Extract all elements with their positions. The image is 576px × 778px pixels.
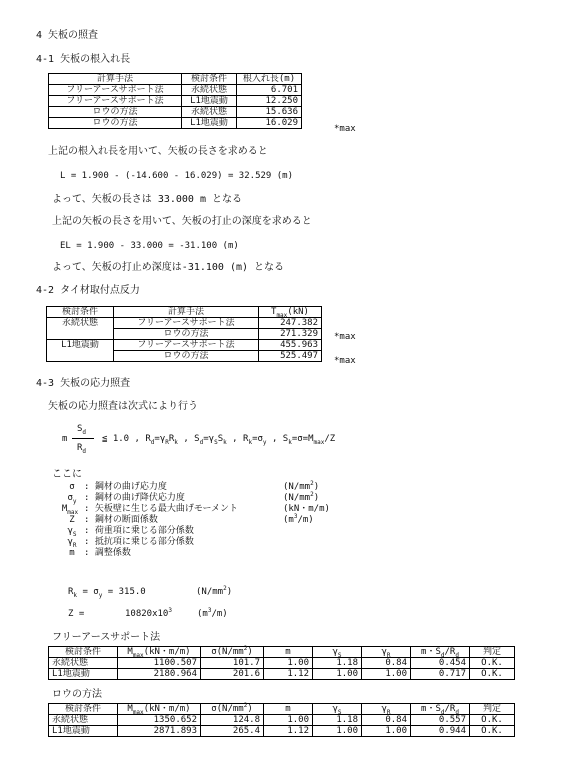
res-cell: 1350.652 — [118, 715, 201, 726]
eq-m: m — [62, 434, 68, 444]
res-header-judge: 判定 — [470, 647, 515, 658]
res-cell: 0.84 — [362, 658, 411, 669]
def-z-unit: $(m^3/m)$ — [283, 513, 314, 525]
tie-cell: 455.963 — [259, 340, 322, 351]
def-sigma-y: $\sigma_y$ : 鋼材の曲げ降伏応力度 — [67, 493, 185, 505]
embed-header-length: 根入れ長(m) — [237, 74, 302, 85]
res-header-gamma-r: $\gamma_R$ — [362, 704, 411, 715]
section-4-2-heading: 4-2 タイ材取付点反力 — [36, 285, 140, 296]
def-sigma-unit: $(N/mm^2)$ — [283, 480, 320, 492]
res-cell: O.K. — [470, 715, 515, 726]
table-row — [49, 726, 515, 737]
res-cell: 1100.507 — [118, 658, 201, 669]
tie-cell — [47, 351, 114, 362]
embed-cell: 16.029 — [237, 118, 302, 129]
res-cell: O.K. — [470, 658, 515, 669]
res-cell: 1.12 — [264, 669, 313, 680]
calc-line-1: 上記の根入れ長を用いて、矢板の長さを求めると — [48, 146, 268, 157]
embed-cell: 6.701 — [237, 85, 302, 96]
tie-cell: フリーアースサポート法 — [114, 318, 259, 329]
stress-intro: 矢板の応力照査は次式により行う — [48, 401, 198, 412]
res-cell: 1.00 — [313, 669, 362, 680]
res-cell: 101.7 — [201, 658, 264, 669]
calc-eq-2: EL = 1.900 - 33.000 = -31.100 (m) — [60, 241, 239, 251]
embed-cell: L1地震動 — [182, 96, 237, 107]
res-header-ratio: m・$S_d/R_d$ — [411, 647, 470, 658]
res-cell: 0.84 — [362, 715, 411, 726]
calc-line-2: よって、矢板の長さは 33.000 m となる — [52, 194, 243, 205]
rk-equation: $R_k = \sigma_y = 315.0$ — [68, 587, 146, 599]
res-header-condition: 検討条件 — [49, 647, 118, 658]
embed-max-mark: *max — [334, 124, 356, 134]
tie-header-t: $T_{max}(kN)$ — [259, 307, 322, 318]
def-gamma-r: $\gamma_R$ : 抵抗項に乗じる部分係数 — [67, 537, 194, 549]
eq-denominator: $R_d$ — [77, 443, 87, 455]
table-row — [47, 329, 322, 340]
embed-cell: 永続状態 — [182, 107, 237, 118]
res-cell: 1.00 — [313, 726, 362, 737]
tie-cell: フリーアースサポート法 — [114, 340, 259, 351]
embed-cell: 12.250 — [237, 96, 302, 107]
calc-line-3: 上記の矢板の長さを用いて、矢板の打止の深度を求めると — [52, 216, 312, 227]
res-cell: 124.8 — [201, 715, 264, 726]
embed-cell: L1地震動 — [182, 118, 237, 129]
res-header-gamma-s: $\gamma_S$ — [313, 704, 362, 715]
res-cell: 1.18 — [313, 658, 362, 669]
def-sigma-y-unit: $(N/mm^2)$ — [283, 491, 320, 503]
res-cell: 201.6 — [201, 669, 264, 680]
res-cell: 265.4 — [201, 726, 264, 737]
table-row — [49, 715, 515, 726]
def-sigma: σ : 鋼材の曲げ応力度 — [69, 482, 167, 492]
res-cell: 1.00 — [264, 715, 313, 726]
rowe-result-table — [48, 703, 515, 737]
tie-max-mark-1: *max — [334, 332, 356, 342]
koko-label: ここに — [52, 469, 82, 480]
z-unit: $(m^3/m)$ — [197, 607, 228, 619]
rk-unit: $(N/mm^2)$ — [196, 585, 233, 597]
res-cell: 0.717 — [411, 669, 470, 680]
def-m: m : 調整係数 — [69, 548, 131, 558]
res-cell: 永続状態 — [49, 658, 118, 669]
res-header-gamma-s: $\gamma_S$ — [313, 647, 362, 658]
res-cell: L1地震動 — [49, 669, 118, 680]
z-value: $10820x10^3$ — [125, 607, 172, 619]
res-cell: 2180.964 — [118, 669, 201, 680]
section-4-heading: 4 矢板の照査 — [36, 30, 99, 41]
tie-header-method: 計算手法 — [114, 307, 259, 318]
res-cell: 1.12 — [264, 726, 313, 737]
table-row — [49, 118, 302, 129]
res-cell: O.K. — [470, 726, 515, 737]
embed-header-method: 計算手法 — [49, 74, 182, 85]
table-row — [49, 85, 302, 96]
tie-cell: 525.497 — [259, 351, 322, 362]
res-header-judge: 判定 — [470, 704, 515, 715]
tie-cell: 271.329 — [259, 329, 322, 340]
table-row — [47, 318, 322, 329]
res-header-condition: 検討条件 — [49, 704, 118, 715]
calc-eq-1: L = 1.900 - (-14.600 - 16.029) = 32.529 (m) — [60, 171, 293, 181]
tie-reaction-table — [46, 306, 322, 362]
embed-cell: ロウの方法 — [49, 118, 182, 129]
section-4-1-heading: 4-1 矢板の根入れ長 — [36, 54, 131, 65]
res-header-m: m — [264, 647, 313, 658]
embed-length-table — [48, 73, 302, 129]
embed-cell: ロウの方法 — [49, 107, 182, 118]
tie-cell: 247.382 — [259, 318, 322, 329]
res-header-mmax: $M_{max}(kN$・m/m) — [118, 647, 201, 658]
res-cell: 1.00 — [362, 669, 411, 680]
rowe-title: ロウの方法 — [52, 689, 102, 700]
table-row — [49, 658, 515, 669]
def-z: Z : 鋼材の断面係数 — [69, 515, 158, 525]
res-cell: L1地震動 — [49, 726, 118, 737]
embed-header-condition: 検討条件 — [182, 74, 237, 85]
res-cell: 1.00 — [264, 658, 313, 669]
eq-numerator: $S_d$ — [77, 424, 87, 436]
embed-cell: 15.636 — [237, 107, 302, 118]
free-earth-result-table — [48, 646, 515, 680]
def-mmax-unit: (kN・m/m) — [283, 504, 330, 514]
res-cell: 0.454 — [411, 658, 470, 669]
embed-cell: 永続状態 — [182, 85, 237, 96]
tie-cell: 永続状態 — [47, 318, 114, 329]
res-cell: 1.18 — [313, 715, 362, 726]
eq-fraction-bar — [72, 438, 94, 439]
res-cell: 0.557 — [411, 715, 470, 726]
def-gamma-s: $\gamma_S$ : 荷重項に乗じる部分係数 — [67, 526, 194, 538]
table-row — [49, 107, 302, 118]
tie-header-condition: 検討条件 — [47, 307, 114, 318]
tie-cell: ロウの方法 — [114, 351, 259, 362]
res-header-gamma-r: $\gamma_R$ — [362, 647, 411, 658]
res-cell: 永続状態 — [49, 715, 118, 726]
table-row — [47, 340, 322, 351]
tie-max-mark-2: *max — [334, 356, 356, 366]
def-mmax: $M_{max}$ : 矢板壁に生じる最大曲げモーメント — [61, 504, 239, 516]
res-cell: 2871.893 — [118, 726, 201, 737]
table-row — [49, 669, 515, 680]
res-cell: 0.944 — [411, 726, 470, 737]
calc-line-4: よって、矢板の打止め深度は-31.100 (m) となる — [52, 262, 285, 273]
z-label: Z = — [68, 609, 85, 619]
eq-body: ≦ 1.0 , $R_d=\gamma_RR_k$ , $S_d=\gamma_SS_k$ , $R_k=\sigma_y$ , $S_k=\sigma=M_{max}/Z$ — [102, 434, 336, 446]
free-earth-title: フリーアースサポート法 — [52, 632, 161, 643]
tie-cell — [47, 329, 114, 340]
res-header-mmax: $M_{max}(kN$・m/m) — [118, 704, 201, 715]
embed-cell: フリーアースサポート法 — [49, 85, 182, 96]
embed-cell: フリーアースサポート法 — [49, 96, 182, 107]
res-cell: O.K. — [470, 669, 515, 680]
table-row — [47, 351, 322, 362]
res-header-sigma: $\sigma(N/mm^2)$ — [201, 704, 264, 715]
res-header-m: m — [264, 704, 313, 715]
res-cell: 1.00 — [362, 726, 411, 737]
tie-cell: L1地震動 — [47, 340, 114, 351]
res-header-ratio: m・$S_d/R_d$ — [411, 704, 470, 715]
section-4-3-heading: 4-3 矢板の応力照査 — [36, 378, 131, 389]
table-row — [49, 96, 302, 107]
tie-cell: ロウの方法 — [114, 329, 259, 340]
res-header-sigma: $\sigma(N/mm^2)$ — [201, 647, 264, 658]
